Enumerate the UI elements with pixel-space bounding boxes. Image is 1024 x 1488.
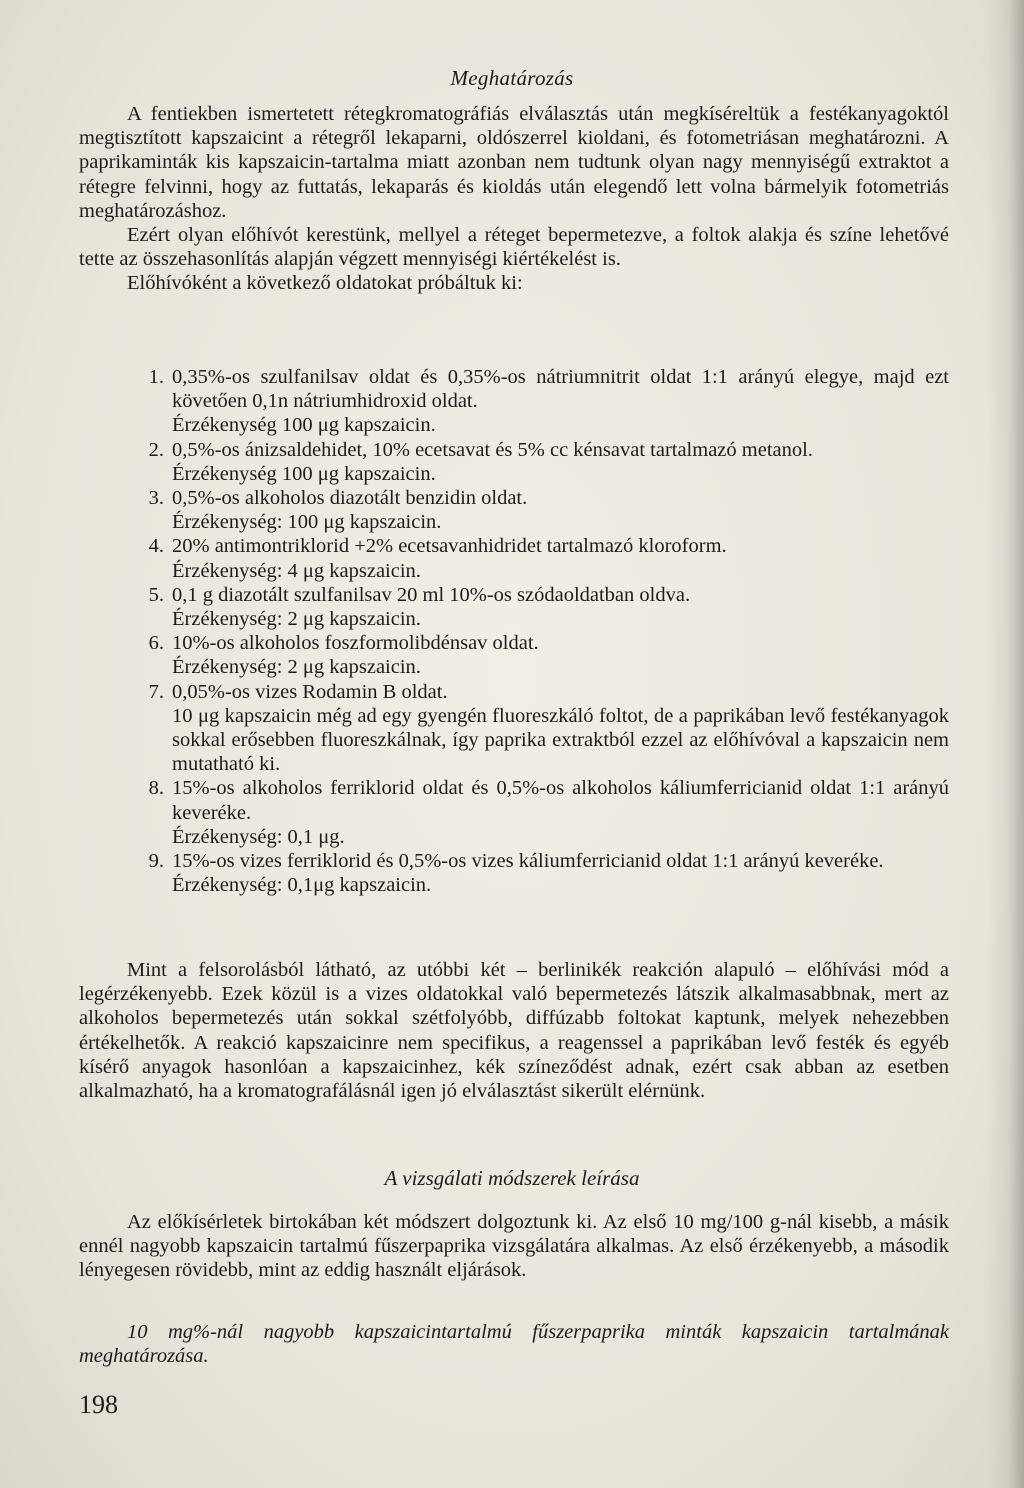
list-number: 2. bbox=[148, 438, 164, 461]
paragraph: A fentiekben ismertetett rétegkromatográfiás elválasztás után megkíséreltük a festékanyagoktól megtisztított kapszaicint a rétegről lekaparni, oldószerrel kioldani, és fotometriásan meghatározni. A paprikaminták kis kapszaicin-tartalma miatt azonban nem tudtunk olyan nagy mennyiségű extraktot a rétegre felvinni, hogy az futtatás, lekaparás és kioldás után elegendő lett volna bármelyik fotometriás meghatározáshoz. bbox=[79, 103, 949, 222]
item-text: 0,1 g diazotált szulfanilsav 20 ml 10%-os szódaoldatban oldva. bbox=[172, 583, 691, 606]
item-sensitivity: Érzékenység: 100 μg kapszaicin. bbox=[172, 511, 442, 534]
paragraph: Mint a felsorolásból látható, az utóbbi két – berlinikék reakción alapuló – előhívási mód a legérzékenyebb. Ezek közül is a vizes oldatokkal való bepermetezés látszik alkalmasabbnak, mert az alkoholos bepermetezés után sokkal szétfolyóbb, diffúzabb foltokat kaptunk, melyek nehezebben értékelhetők. A reakció kapszaicinre nem specifikus, a reagenssel a paprikában levő festék és egyéb kísérő anyagok hasonlóan a kapszaicinhez, kék színeződést adnak, ezért csak abban az esetben alkalmazható, ha a kromatografálásnál igen jó elválasztást sikerült elérnünk. bbox=[79, 959, 949, 1103]
list-item bbox=[79, 534, 949, 582]
list-number: 4. bbox=[148, 535, 164, 558]
paragraph: Az előkísérletek birtokában két módszert dolgoztunk ki. Az első 10 mg/100 g-nál kisebb, a másik ennél nagyobb kapszaicin tartalmú fűszerpaprika vizsgálatára alkalmas. Az első érzékenyebb, a második lényegesen rövidebb, mint az eddig használt eljárások. bbox=[79, 1211, 949, 1282]
list-item bbox=[79, 680, 949, 777]
list-item bbox=[79, 365, 949, 438]
section-heading: A vizsgálati módszerek leírása bbox=[384, 1166, 640, 1190]
running-header: Meghatározás bbox=[450, 66, 574, 90]
list-item bbox=[79, 631, 949, 679]
list-number: 6. bbox=[148, 632, 164, 655]
list-item bbox=[79, 583, 949, 631]
item-text: 10%-os alkoholos foszformolibdénsav oldat. bbox=[172, 632, 539, 655]
methods-paragraph bbox=[79, 1210, 949, 1283]
developer-list bbox=[79, 365, 949, 897]
item-text: 0,5%-os ánizsaldehidet, 10% ecetsavat és 5% cc kénsavat tartalmazó metanol. bbox=[172, 438, 813, 461]
item-text: 0,35%-os szulfanilsav oldat és 0,35%-os nátriumnitrit oldat 1:1 arányú elegye, majd ezt követően 0,1n nátriumhidroxid oldat. bbox=[172, 366, 949, 413]
item-text: 15%-os alkoholos ferriklorid oldat és 0,5%-os alkoholos káliumferricianid oldat 1:1 arányú keveréke. bbox=[172, 777, 949, 824]
conclusion-paragraph bbox=[79, 958, 949, 1103]
list-item bbox=[79, 438, 949, 486]
item-sensitivity: Érzékenység: 2 μg kapszaicin. bbox=[172, 656, 421, 679]
list-item bbox=[79, 849, 949, 897]
list-number: 1. bbox=[148, 366, 164, 388]
page-edge-shadow bbox=[986, 0, 1024, 1488]
item-text: 0,05%-os vizes Rodamin B oldat. bbox=[172, 680, 448, 703]
intro-paragraphs bbox=[79, 102, 949, 296]
page-number: 198 bbox=[79, 1390, 118, 1419]
paragraph: Ezért olyan előhívót kerestünk, mellyel a réteget bepermetezve, a foltok alakja és színe lehetővé tette az összehasonlítás alapján végzett mennyiségi kiértékelést is. bbox=[79, 224, 949, 271]
list-number: 3. bbox=[148, 487, 164, 510]
item-sensitivity: Érzékenység 100 μg kapszaicin. bbox=[172, 462, 436, 485]
item-text: 20% antimontriklorid +2% ecetsavanhidridet tartalmazó kloroform. bbox=[172, 535, 727, 558]
list-item bbox=[79, 486, 949, 534]
item-text: 15%-os vizes ferriklorid és 0,5%-os vizes káliumferricianid oldat 1:1 arányú keveréke. bbox=[172, 850, 884, 873]
list-item bbox=[79, 776, 949, 849]
item-sensitivity: Érzékenység: 0,1 μg. bbox=[172, 825, 345, 848]
item-sensitivity: Érzékenység 100 μg kapszaicin. bbox=[172, 414, 436, 437]
item-note: 10 μg kapszaicin még ad egy gyengén fluoreszkáló foltot, de a paprikában levő festékanyagok sokkal erősebben fluoreszkálnak, így paprika extraktból ezzel az előhívóval a kapszaicin nem mutatható ki. bbox=[172, 704, 949, 776]
item-text: 0,5%-os alkoholos diazotált benzidin oldat. bbox=[172, 487, 528, 510]
list-number: 7. bbox=[148, 680, 164, 703]
list-number: 8. bbox=[148, 777, 164, 800]
subsection-heading: 10 mg%-nál nagyobb kapszaicintartalmú fűszerpaprika minták kapszaicin tartalmának meghatározása. bbox=[79, 1321, 949, 1368]
paragraph: Előhívóként a következő oldatokat próbáltuk ki: bbox=[127, 272, 523, 295]
list-number: 5. bbox=[148, 583, 164, 606]
item-sensitivity: Érzékenység: 0,1μg kapszaicin. bbox=[172, 874, 432, 897]
item-sensitivity: Érzékenység: 4 μg kapszaicin. bbox=[172, 559, 421, 582]
item-sensitivity: Érzékenység: 2 μg kapszaicin. bbox=[172, 608, 421, 631]
list-number: 9. bbox=[148, 850, 164, 873]
